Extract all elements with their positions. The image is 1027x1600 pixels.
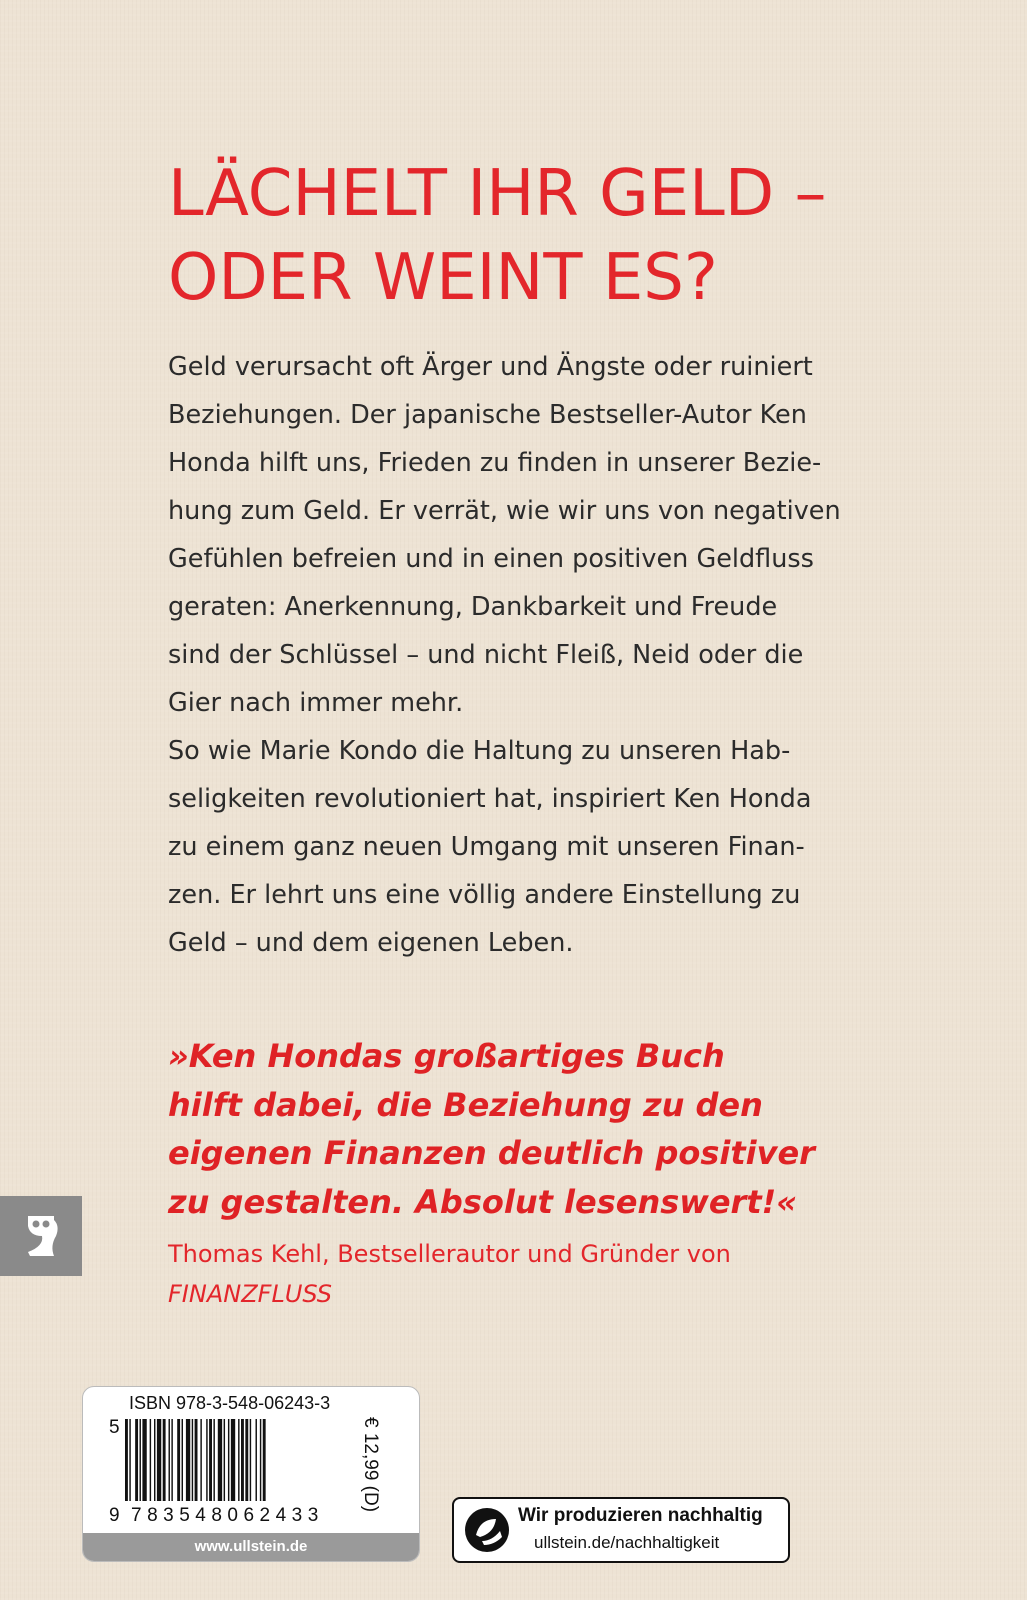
publisher-url: www.ullstein.de (83, 1533, 419, 1561)
quote-line: »Ken Hondas großartiges Buch (168, 1037, 725, 1075)
blurb-line: Geld verursacht oft Ärger und Ängste oder ruiniert (168, 352, 813, 382)
blurb-line: hung zum Geld. Er verrät, wie wir uns von negativen (168, 496, 841, 526)
blurb-line: Honda hilft uns, Frieden zu finden in unserer Bezie- (168, 448, 822, 478)
recycle-leaf-icon (462, 1505, 512, 1555)
review-quote (168, 1032, 928, 1226)
sustainability-badge (452, 1497, 790, 1563)
headline-line: ODER WEINT ES? (168, 241, 718, 315)
quote-line: hilft dabei, die Beziehung zu den (168, 1085, 763, 1124)
quote-line: eigenen Finanzen deutlich positiver (168, 1134, 815, 1172)
blurb-line: zen. Er lehrt uns eine völlig andere Einstellung zu (168, 880, 801, 910)
sustainability-url: ullstein.de/nachhaltigkeit (534, 1533, 720, 1552)
quote-attribution (168, 1234, 928, 1314)
barcode-panel (82, 1386, 420, 1562)
isbn-label: ISBN 978-3-548-06243-3 (129, 1393, 331, 1413)
attribution-author: Thomas Kehl, Bestsellerautor und Gründer von (168, 1240, 731, 1268)
sustainability-title: Wir produzieren nachhaltig (518, 1505, 763, 1526)
barcode-addon-digit: 5 (109, 1417, 120, 1438)
blurb-line: Gefühlen befreien und in einen positiven Geldfluss (168, 544, 814, 574)
owl-icon (0, 1196, 82, 1276)
attribution-publication: FINANZFLUSS (168, 1280, 333, 1308)
headline-line: LÄCHELT IHR GELD – (168, 157, 827, 231)
headline (168, 152, 988, 320)
blurb-line: zu einem ganz neuen Umgang mit unseren Finan- (168, 832, 805, 862)
blurb-line: geraten: Anerkennung, Dankbarkeit und Freude (168, 592, 778, 622)
barcode-digits: 783548062433 (131, 1505, 324, 1526)
blurb-line: Geld – und dem eigenen Leben. (168, 928, 574, 958)
blurb-line: Beziehungen. Der japanische Bestseller-Autor Ken (168, 400, 807, 430)
barcode-lead-digit: 9 (109, 1505, 120, 1526)
blurb-text (168, 343, 888, 967)
blurb-line: So wie Marie Kondo die Haltung zu unseren Hab- (168, 736, 791, 766)
price-label: € 12,99 (D) (360, 1417, 381, 1513)
blurb-line: Gier nach immer mehr. (168, 688, 464, 718)
publisher-owl-logo (0, 1196, 82, 1276)
quote-line: zu gestalten. Absolut lesenswert!« (168, 1182, 798, 1221)
blurb-line: sind der Schlüssel – und nicht Fleiß, Neid oder die (168, 640, 804, 670)
blurb-line: seligkeiten revolutioniert hat, inspiriert Ken Honda (168, 784, 812, 814)
